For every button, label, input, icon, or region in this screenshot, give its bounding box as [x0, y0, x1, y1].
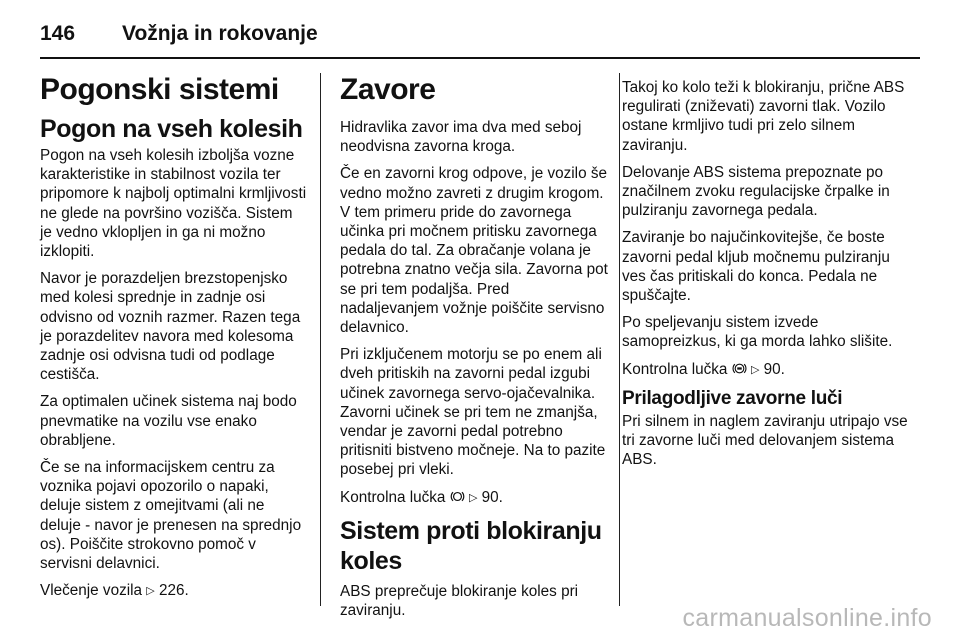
paragraph: Če se na informacijskem centru za voznika pojavi opozorilo o napaki, deluje sistem z omejitvami (ali ne deluje - navor je prenesen na sprednjo os). Poiščite strokovno pomoč v servisni delavnici. [40, 459, 302, 573]
page-ref-arrow-icon: ▷ [146, 585, 155, 598]
section-heading-drive-systems: Pogonski sistemi [40, 73, 279, 106]
paragraph: Delovanje ABS sistema prepoznate po značilnem zvoku regulacijske črpalke in pulziranju zavornega pedala. [622, 163, 890, 220]
subsection-heading-awd: Pogon na vseh kolesih [40, 115, 303, 143]
page-number: 146 [40, 22, 76, 45]
column-divider [320, 73, 321, 606]
page-ref-link[interactable]: 226. [159, 582, 189, 600]
subsection-heading-abs: Sistem proti blokiranju koles [340, 516, 602, 575]
column-2 [340, 73, 608, 628]
paragraph-crossref [622, 360, 912, 380]
crossref-text: Kontrolna lučka [622, 360, 728, 378]
column-1 [40, 73, 308, 609]
paragraph: Zaviranje bo najučinkovitejše, če boste zavorni pedal kljub močnemu pulziranju ves čas pritiskali do konca. Pedala ne spuščajte. [622, 229, 890, 305]
watermark: carmanualsonline.info [682, 604, 932, 632]
brake-warning-lamp-icon [450, 489, 465, 504]
column-3 [622, 78, 912, 477]
column-divider [619, 73, 620, 606]
subsection-heading-adaptive-brake-lights: Prilagodljive zavorne luči [622, 387, 843, 409]
paragraph: Če en zavorni krog odpove, je vozilo še vedno možno zavreti z drugim krogom. V tem primeru pride do zavornega učinka pri močnem pritisku zavornega pedala do tal. Za obračanje volana je potrebna znatno večja sila. Zavorna pot se pri tem podaljša. Pred nadaljevanjem vožnje poiščite servisno delavnico. [340, 165, 608, 337]
crossref-text: Kontrolna lučka [340, 488, 446, 506]
header-rule [40, 57, 920, 59]
abs-warning-lamp-icon [732, 361, 747, 376]
crossref-text: Vlečenje vozila [40, 582, 143, 600]
paragraph: Pri silnem in naglem zaviranju utripajo vse tri zavorne luči med delovanjem sistema ABS. [622, 412, 908, 469]
paragraph: Pogon na vseh kolesih izboljša vozne karakteristike in stabilnost vozila ter pripomore k najbolj optimalni krmljivosti ne glede na površino vozišča. Sistem je vedno vklopljen in ga ni možno izklopiti. [40, 147, 307, 261]
paragraph: Takoj ko kolo teži k blokiranju, prične ABS regulirati (zniževati) zavorni tlak. Vozilo ostane krmljivo tudi pri zelo silnem zaviranju. [622, 79, 905, 154]
paragraph: Pri izključenem motorju se po enem ali dveh pritiskih na zavorni pedal izgubi učinek zavornega servo-ojačevalnika. Zavorni učinek se pri tem ne zmanjša, vendar je zavorni pedal potrebno pritisniti bistveno močneje. Na to pazite posebej pri vleki. [340, 346, 606, 479]
paragraph: ABS preprečuje blokiranje koles pri zaviranju. [340, 582, 579, 620]
paragraph: Po speljevanju sistem izvede samopreizkus, ki ga morda lahko slišite. [622, 314, 893, 351]
paragraph: Navor je porazdeljen brezstopenjsko med kolesi sprednje in zadnje osi odvisno od voznih razmer. Razen tega je porazdelitev navora med kolesoma zadnje osi odvisna tudi od podlage cestišča. [40, 270, 301, 384]
paragraph-crossref [40, 581, 308, 601]
paragraph: Za optimalen učinek sistema naj bodo pnevmatike na vozilu vse enako obrabljene. [40, 393, 297, 449]
paragraph-crossref [340, 488, 608, 508]
page-ref-link[interactable]: 90. [481, 488, 503, 506]
page-header [40, 16, 318, 52]
page-title: Vožnja in rokovanje [122, 22, 318, 45]
page-ref-link[interactable]: 90. [763, 360, 785, 378]
page-ref-arrow-icon: ▷ [468, 491, 478, 504]
paragraph: Hidravlika zavor ima dva med seboj neodvisna zavorna kroga. [340, 119, 582, 156]
section-heading-brakes: Zavore [340, 73, 436, 106]
page-ref-arrow-icon: ▷ [750, 363, 760, 376]
